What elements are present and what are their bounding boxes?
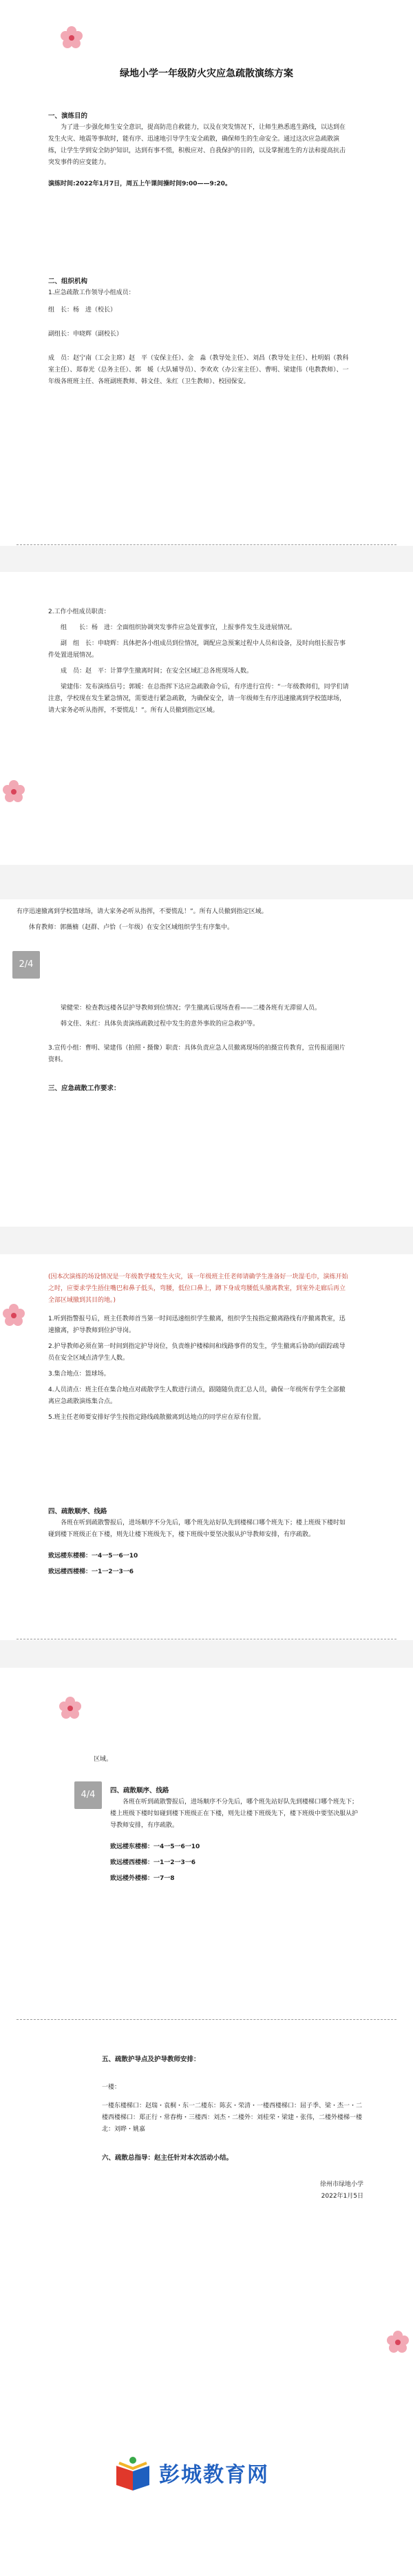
route-west: 致远楼西楼梯：一1一2一3一6 — [110, 1859, 196, 1866]
page-gap — [0, 1640, 413, 1668]
paragraph: 组 长：杨 进：全面组织协调突发事件应急处置事宜，上报事件发生及进展情况。 — [61, 624, 297, 631]
document-title: 绿地小学一年级防火灾应急疏散演练方案 — [120, 68, 293, 79]
paragraph: 成 员：赵 平：计算学生撤离时间；在安全区域汇总各班现场人数。 — [61, 668, 253, 675]
section-heading: 三、应急疏散工作要求： — [48, 1085, 120, 1092]
paragraph: 各班在听到疏散警报后，进场顺序不分先后，哪个班先站好队先到楼梯口哪个班先下；楼上班级下楼时如碰到楼下班级正在下楼，则先让楼下班级先下，楼下班级中要坚决服从护导教师安排，有序疏散。 — [48, 1520, 346, 1538]
paragraph: 韩文佳、朱红：具体负责演练疏散过程中发生的意外事故的应急救护等。 — [61, 1021, 260, 1028]
signature-org: 徐州市绿地小学 — [319, 2181, 363, 2188]
paragraph: 3.集合地点：篮球场。 — [48, 1371, 110, 1378]
route-east: 致远楼东楼梯：一4一5一6一10 — [110, 1843, 200, 1850]
section-purpose — [48, 110, 351, 190]
section-duties-continued — [17, 906, 354, 934]
page-gap — [0, 1227, 413, 1254]
page-gap — [0, 546, 413, 572]
route-west: 致远楼西楼梯：一1一2一3一6 — [48, 1568, 134, 1575]
paragraph: 体育教师：郭薇楠（赵群、卢恰（一年级）在安全区域组织学生有序集中。 — [29, 924, 234, 931]
paragraph: 组 长：杨 进（校长） — [48, 307, 117, 314]
route-east: 致远楼东楼梯：一4一5一6一10 — [48, 1553, 138, 1560]
site-logo — [114, 2453, 306, 2495]
page-divider — [17, 544, 396, 545]
paragraph: 2.护导教师必须在第一时间到指定护导岗位，负责维护楼梯间和线路事件的发生，学生撤离后协助向跟踪疏导员在安全区域点清学生人数。 — [48, 1343, 346, 1362]
paragraph: 各班在听到疏散警报后，进场顺序不分先后，哪个班先站好队先到楼梯口哪个班先下；楼上班级下楼时如碰到楼下班级正在下楼，则先让楼下班级先下，楼下班级中要坚决服从护导教师安排，有序疏散。 — [110, 1799, 359, 1829]
page-divider — [17, 2019, 396, 2020]
paragraph: 副 组 长：申晓辉：具体把各小组成员到位情况，调配应急预案过程中人员和设备，及时向组长报告事件处置进展情况。 — [48, 640, 346, 659]
logo-text: 彭城教育网 — [159, 2463, 269, 2487]
paragraph: 2.工作小组成员职责： — [48, 609, 110, 615]
paragraph: 成 员：赵宁南（工会主席）赵 平（安保主任）、金 淼（教导处主任）、刘昌（教导处主任）、杜明娟（教科室主任）、郑春光（总务主任）、郭 媛（大队辅导员）、李欢欢（办公室主任）、曹明、梁建伟（电教教师）、一年级各班班主任、各班副班教师、韩文佳、朱红（卫生教师）、校园保安。 — [48, 355, 349, 385]
book-logo-icon — [114, 2455, 152, 2493]
plum-blossom-icon — [58, 1695, 83, 1720]
paragraph: 为了进一步强化师生安全意识，提高防范自救能力，以及在突发情况下，让师生熟悉逃生路线，以达到在发生火灾、地震等事故时，能有序、迅速地引导学生安全疏散，确保师生的生命安全。通过这次应急疏散演练，让学生学到安全防护知识，达到有事不慌，积极应对、自我保护的目的，以及掌握逃生的方法和提高抗击突发事件的应变能力。 — [48, 124, 346, 166]
signature-date: 2022年1月5日 — [321, 2193, 363, 2200]
route-outer: 致远楼外楼梯：一7一8 — [110, 1875, 175, 1882]
paragraph: 5.班主任老师要安排好学生按指定路线疏散撤离到达地点的同学应在原有位置。 — [48, 1414, 265, 1421]
section-evacuation-order-repeat — [110, 1785, 358, 1885]
section-heading: 五、疏散护导点及护导教师安排： — [102, 2056, 200, 2063]
drill-time: 演练时间:2022年1月7日，周五上午课间操时间9:00——9:20。 — [48, 181, 231, 187]
section-heading: 一、演练目的 — [48, 112, 88, 120]
paragraph: 有序迅速撤离到学校篮球场，请大家务必听从指挥，不要慌乱！”。所有人员撤到指定区域。 — [17, 908, 268, 915]
page-indicator: 2/4 — [12, 951, 40, 979]
region-line — [94, 1754, 396, 1766]
paragraph: 一楼： — [102, 2084, 121, 2091]
plum-blossom-icon — [385, 2329, 410, 2354]
section-duties — [48, 606, 351, 717]
paragraph: 4.人员清点：班主任在集合地点对疏散学生人数进行清点，跟随随负责汇总人员，确保一年级所有学生全部撤离应急疏散演练集合点。 — [48, 1387, 346, 1405]
section-heading: 四、疏散顺序、线路 — [48, 1508, 107, 1515]
plum-blossom-icon — [1, 779, 26, 804]
paragraph: 一楼东楼梯口：赵瑞・袁桐・东一二楼东：陈玄・荣清・一楼西楼梯口：屈子季、梁・杰一・二楼西楼梯口：郑正行・常春梅・三楼西：刘杰・二楼外：刘桂荣・梁建・张伟，二楼外楼梯一楼北：刘晔・姚嘉 — [102, 2103, 363, 2133]
warning-note: (因本次演练的场设情况是一年级教学楼发生火灾，该一年级班主任老师请确学生准备好一块湿毛巾，演练开始之时，应要求学生捂住嘴巴和鼻子低头，弯腰，低位口鼻上，蹲下身成弯腰低头撤离教室，到室外走廊后再立全部区域撤到其目的地。) — [48, 1274, 348, 1304]
section-guard-posts — [102, 2054, 363, 2202]
paragraph: 1.应急疏散工作领导小组成员： — [48, 289, 135, 296]
plum-blossom-icon — [1, 1302, 26, 1327]
plum-blossom-icon — [59, 25, 84, 50]
paragraph: 3.宣传小组：曹明、梁建伟（拍照・摄像）职责：具体负责应急人员撤离现场的拍摄宣传教育，宣传报道图片资料。 — [48, 1045, 346, 1063]
paragraph: 区域。 — [94, 1756, 113, 1763]
section-evacuation-order — [48, 1506, 351, 1578]
section-heading: 二、组织机构 — [48, 278, 88, 285]
paragraph: 梁建伟：发布演练信号；郭媛：在总指挥下达应急疏散命令后，有序进行宣传：“一年级教师们，同学们请注意，学校现在发生紧急情况，需要进行紧急疏散，为确保安全，请一年级师生有序迅速撤离到学校篮球场，请大家务必听从指挥，不要慌乱！”。所有人员撤到指定区域。 — [48, 684, 349, 714]
section-organization — [48, 276, 351, 388]
paragraph: 1.听到指警报号后，班主任教师首当第一时间迅速组织学生撤离，组织学生按指定撤离路线有序撤离教室，迅速撤离，护导教师到位护导岗。 — [48, 1316, 346, 1334]
page-indicator: 4/4 — [74, 1781, 102, 1809]
section-duties-continued — [48, 1003, 351, 1094]
paragraph: 副组长：申晓辉（副校长） — [48, 331, 123, 338]
section-requirements — [48, 1271, 351, 1424]
section-heading: 六、疏散总指导：赵主任针对本次活动小结。 — [102, 2154, 233, 2162]
section-heading: 四、疏散顺序、线路 — [110, 1787, 169, 1795]
paragraph: 梁健荣：检查教远楼各层护导教师到位情况；学生撤离后现场查看——二楼各班有无滞留人员。 — [61, 1005, 321, 1012]
page-gap — [0, 865, 413, 899]
